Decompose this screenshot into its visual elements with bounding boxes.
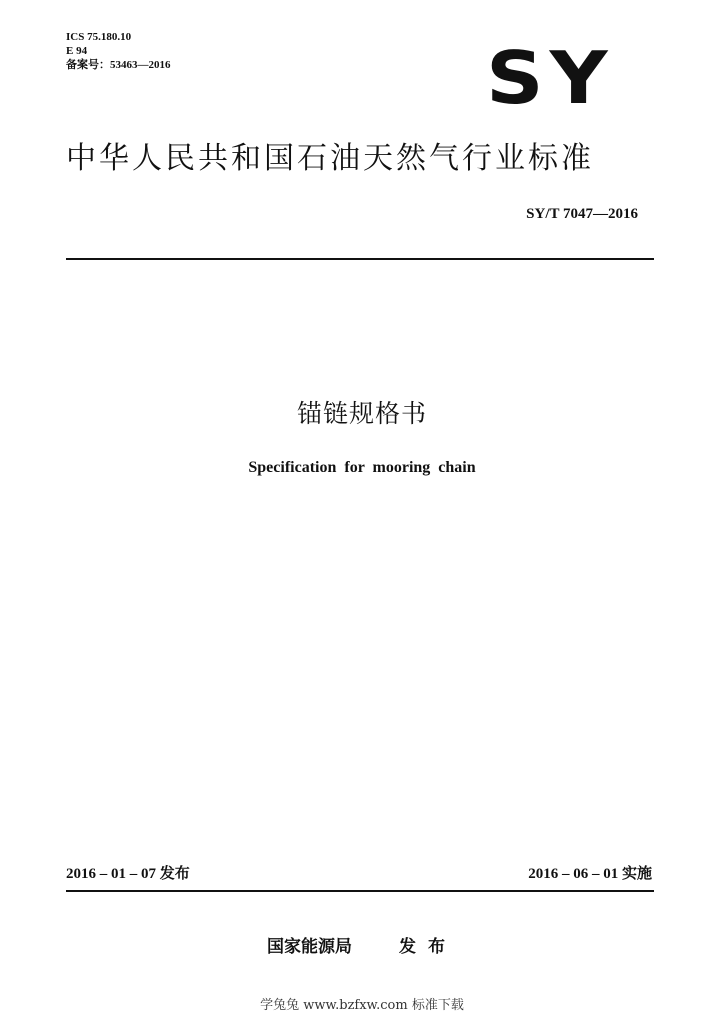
watermark-text: 学兔兔 www.bzfxw.com 标准下载 bbox=[260, 998, 464, 1013]
publish-label: 发布 bbox=[399, 937, 457, 957]
standard-number: SY/T 7047—2016 bbox=[526, 206, 638, 222]
sy-logo: SY bbox=[486, 36, 614, 120]
ics-code: ICS 75.180.10 bbox=[66, 31, 132, 43]
document-title-chinese: 锚链规格书 bbox=[296, 399, 427, 428]
top-divider bbox=[66, 258, 654, 260]
issue-date: 2016 – 01 – 07 发布 bbox=[66, 866, 190, 882]
standard-issuing-title: 中华人民共和国石油天然气行业标准 bbox=[66, 141, 594, 176]
implementation-date: 2016 – 06 – 01 实施 bbox=[528, 866, 652, 882]
publisher-name: 国家能源局 bbox=[267, 937, 352, 957]
document-metadata bbox=[66, 30, 171, 72]
classification-code: E 94 bbox=[66, 45, 88, 57]
bottom-divider bbox=[66, 890, 654, 892]
record-number: 备案号：53463—2016 bbox=[66, 59, 171, 71]
document-title-english: Specification for mooring chain bbox=[248, 459, 476, 476]
